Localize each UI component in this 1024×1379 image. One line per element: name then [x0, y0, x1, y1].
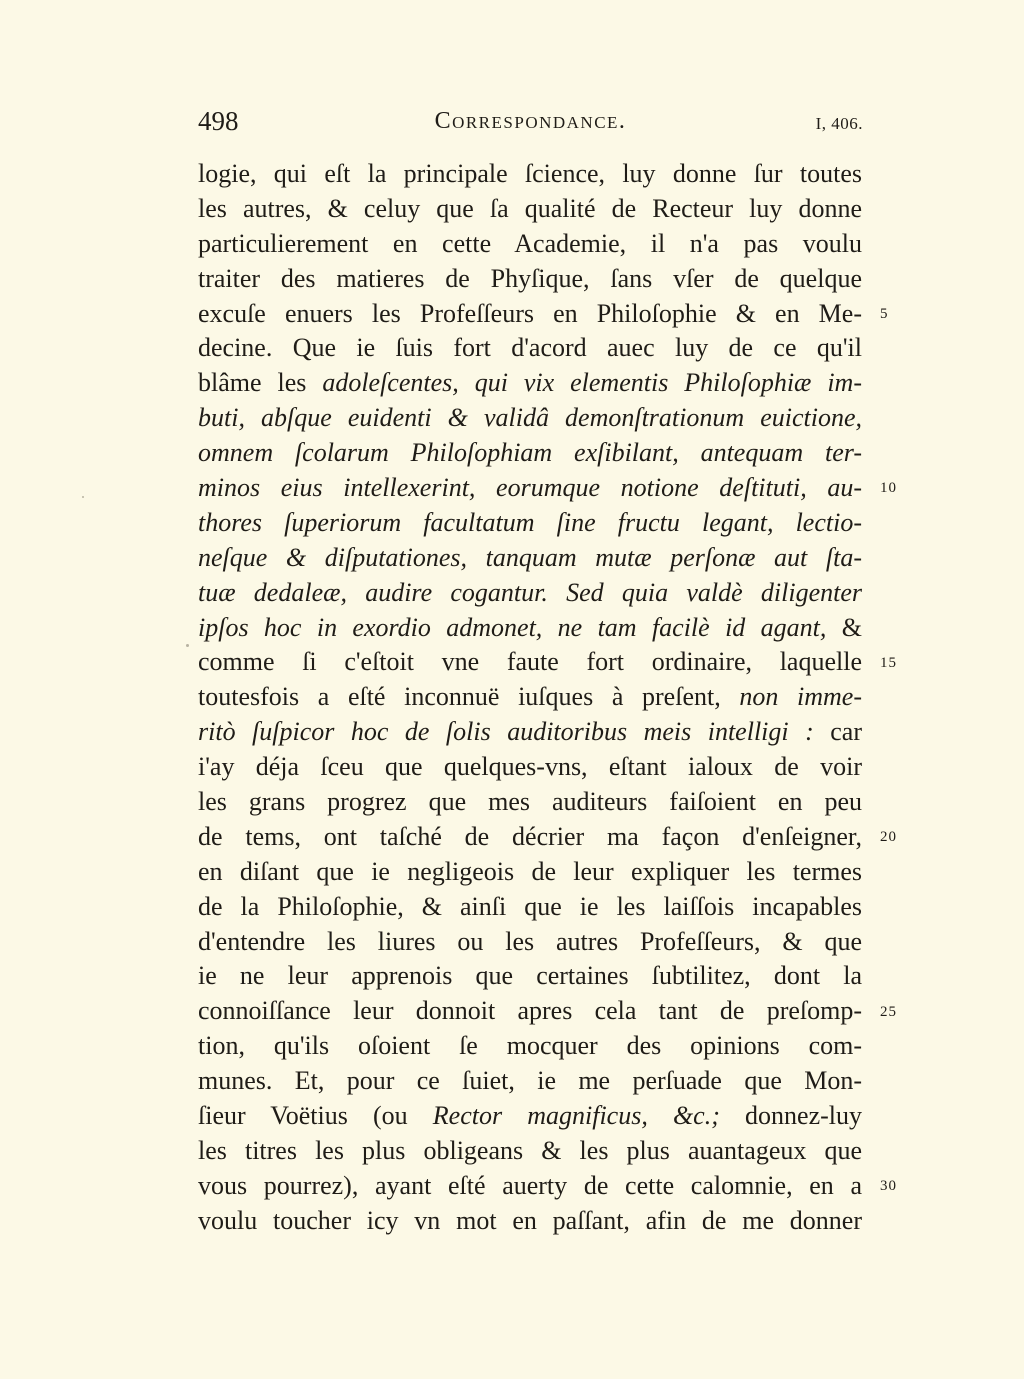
text-line: [198, 855, 862, 890]
text-line: [198, 366, 862, 401]
text-segment: decine. Que ie ſuis fort d'acord auec luy de ce qu'il: [198, 333, 862, 363]
text-segment: excuſe enuers les Profeſſeurs en Philoſophie & en Me-: [198, 298, 862, 328]
latin-quote-segment: buti, abſque euidenti & validâ demonſtrationum euictione,: [198, 403, 862, 433]
text-segment: munes. Et, pour ce ſuiet, ie me perſuade que Mon-: [198, 1066, 862, 1096]
text-segment: les titres les plus obligeans & les plus auantageux que: [198, 1135, 862, 1165]
margin-line-number: 25: [880, 1003, 897, 1020]
text-segment: tion, qu'ils oſoient ſe mocquer des opinions com-: [198, 1031, 862, 1061]
text-line: [198, 436, 862, 471]
text-line: [198, 401, 862, 436]
text-segment: vous pourrez), ayant eſté auerty de cette calomnie, en a: [198, 1170, 862, 1200]
text-line: [198, 680, 862, 715]
body-text: [198, 157, 862, 1239]
text-line: [198, 506, 862, 541]
text-segment: toutesfois a eſté inconnuë iuſques à preſent,: [198, 682, 740, 712]
text-line: [198, 1134, 862, 1169]
page-header: [198, 106, 863, 146]
latin-quote-segment: neſque & diſputationes, tanquam mutæ perſonæ aut ſta-: [198, 542, 862, 572]
text-segment: les autres, & celuy que ſa qualité de Recteur luy donne: [198, 193, 862, 223]
latin-quote-segment: tuæ dedaleæ, audire cogantur. Sed quia valdè diligenter: [198, 577, 862, 607]
text-line: [198, 297, 862, 332]
text-segment: particulierement en cette Academie, il n'a pas voulu: [198, 228, 862, 258]
text-line: [198, 157, 862, 192]
text-segment: de la Philoſophie, & ainſi que ie les laiſſois incapables: [198, 891, 862, 921]
latin-quote-segment: non imme-: [739, 682, 862, 712]
margin-line-number: 5: [880, 305, 889, 322]
running-title: Correspondance.: [434, 108, 627, 134]
text-line: [198, 715, 862, 750]
text-segment: &: [826, 612, 862, 642]
text-segment: ſieur Voëtius (ou: [198, 1101, 433, 1131]
latin-quote-segment: minos eius intellexerint, eorumque notione deſtituti, au-: [198, 473, 862, 503]
text-segment: car: [813, 717, 862, 747]
page-number: 498: [198, 106, 239, 136]
text-line: [198, 227, 862, 262]
text-segment: i'ay déja ſceu que quelques-vns, eſtant ialoux de voir: [198, 752, 862, 782]
text-line: [198, 611, 862, 646]
text-line: [198, 785, 862, 820]
text-segment: de tems, ont taſché de décrier ma façon d'enſeigner,: [198, 821, 862, 851]
text-line: [198, 890, 862, 925]
text-segment: traiter des matieres de Phyſique, ſans vſer de quelque: [198, 263, 862, 293]
margin-line-number: 30: [880, 1178, 897, 1195]
text-line: [198, 471, 862, 506]
text-line: [198, 820, 862, 855]
text-segment: les grans progrez que mes auditeurs faiſoient en peu: [198, 787, 862, 817]
text-line: [198, 192, 862, 227]
text-line: [198, 1204, 862, 1239]
text-line: [198, 959, 862, 994]
text-segment: en diſant que ie negligeois de leur expliquer les termes: [198, 856, 862, 886]
text-segment: connoiſſance leur donnoit apres cela tant de preſomp-: [198, 996, 862, 1026]
margin-line-number: 10: [880, 480, 897, 497]
text-line: [198, 925, 862, 960]
text-segment: d'entendre les liures ou les autres Profeſſeurs, & que: [198, 926, 862, 956]
latin-quote-segment: ritò ſuſpicor hoc de ſolis auditoribus meis intelligi :: [198, 717, 814, 747]
text-line: [198, 1064, 862, 1099]
text-line: [198, 1169, 862, 1204]
text-line: [198, 576, 862, 611]
text-segment: logie, qui eſt la principale ſcience, luy donne ſur toutes: [198, 159, 862, 188]
paper-speck: [186, 644, 189, 647]
page-reference: I, 406.: [815, 114, 863, 133]
latin-quote-segment: Rector magnificus, &c.;: [432, 1101, 720, 1131]
text-line: [198, 262, 862, 297]
text-segment: donnez-luy: [719, 1101, 862, 1131]
latin-quote-segment: ipſos hoc in exordio admonet, ne tam facilè id agant,: [198, 612, 827, 642]
text-segment: comme ſi c'eſtoit vne faute fort ordinaire, laquelle: [198, 647, 862, 677]
text-line: [198, 994, 862, 1029]
text-segment: ie ne leur apprenois que certaines ſubtilitez, dont la: [198, 961, 862, 991]
text-line: [198, 331, 862, 366]
text-segment: blâme les: [198, 368, 323, 398]
latin-quote-segment: adoleſcentes, qui vix elementis Philoſophiæ im-: [322, 368, 862, 398]
text-line: [198, 750, 862, 785]
margin-line-number: 20: [880, 829, 897, 846]
latin-quote-segment: omnem ſcolarum Philoſophiam exſibilant, antequam ter-: [198, 438, 862, 468]
margin-line-number: 15: [880, 654, 897, 671]
text-line: [198, 1099, 862, 1134]
text-line: [198, 1029, 862, 1064]
latin-quote-segment: thores ſuperiorum facultatum ſine fructu legant, lectio-: [198, 507, 862, 537]
text-line: [198, 645, 862, 680]
text-line: [198, 541, 862, 576]
paper-speck: [82, 496, 84, 498]
text-segment: voulu toucher icy vn mot en paſſant, afin de me donner: [198, 1205, 862, 1235]
